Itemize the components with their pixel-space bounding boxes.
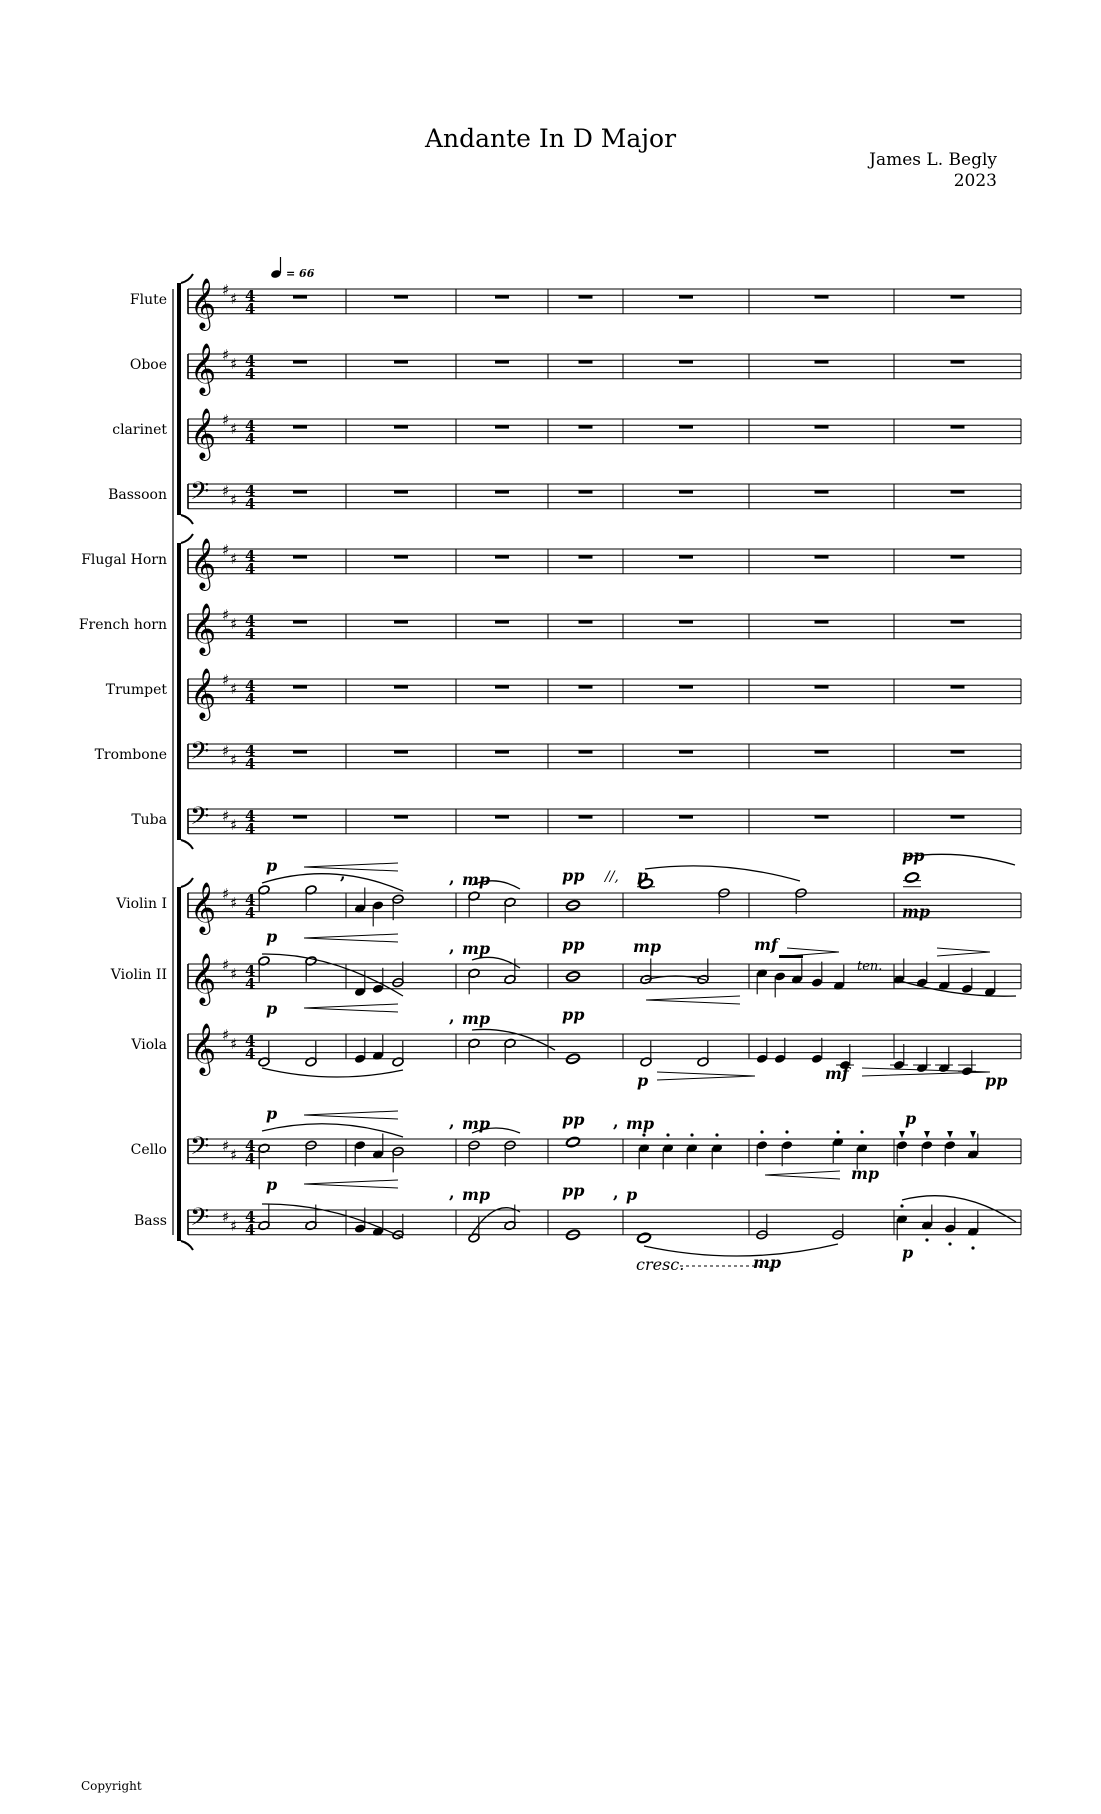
sharp-icon: ♯ <box>222 885 230 903</box>
sharp-icon: ♯ <box>230 894 238 912</box>
whole-rest <box>579 295 593 298</box>
whole-rest <box>394 490 408 493</box>
breath-mark: , <box>613 1183 619 1202</box>
staccato-dot <box>836 1130 839 1133</box>
dynamic-marking: mp <box>462 939 491 958</box>
staccato-dot <box>760 1130 763 1133</box>
staff-flugal-horn <box>81 538 1021 591</box>
whole-rest <box>394 685 408 688</box>
whole-rest <box>293 685 307 688</box>
whole-rest <box>394 295 408 298</box>
slur <box>472 957 520 968</box>
whole-rest <box>293 295 307 298</box>
bracket-bar <box>177 283 181 515</box>
sharp-icon: ♯ <box>230 420 238 438</box>
time-signature-bottom: 4 <box>245 495 256 513</box>
time-signature-top: 4 <box>245 807 256 825</box>
whole-rest <box>495 555 509 558</box>
slur <box>645 866 800 881</box>
instrument-name: clarinet <box>112 422 167 438</box>
breath-mark: , <box>340 864 346 883</box>
time-signature-top: 4 <box>245 547 256 565</box>
staccato-dot <box>642 1133 645 1136</box>
whole-rest <box>679 360 693 363</box>
notehead-whole <box>566 1136 581 1148</box>
time-signature-top: 4 <box>245 1032 256 1050</box>
staccatissimo-mark <box>970 1131 976 1138</box>
bass-clef-icon: 𝄢 <box>190 737 210 772</box>
breath-mark: , <box>449 1112 455 1131</box>
whole-rest <box>579 490 593 493</box>
dynamic-marking: mp <box>626 1114 655 1133</box>
dynamic-marking: mp <box>462 1185 491 1204</box>
whole-rest <box>394 815 408 818</box>
breath-mark: , <box>449 1183 455 1202</box>
whole-rest <box>951 815 965 818</box>
dynamic-marking: pp <box>562 866 585 885</box>
sharp-icon: ♯ <box>230 965 238 983</box>
whole-rest <box>951 295 965 298</box>
instrument-name: French horn <box>78 617 167 633</box>
whole-rest <box>815 555 829 558</box>
instrument-name: Bassoon <box>108 487 167 503</box>
dynamic-marking: mp <box>462 870 491 889</box>
whole-rest <box>293 815 307 818</box>
whole-rest <box>951 425 965 428</box>
time-signature-top: 4 <box>245 287 256 305</box>
whole-rest <box>293 490 307 493</box>
expression-marking: ten. <box>857 959 883 974</box>
instrument-name: Flugal Horn <box>81 552 167 568</box>
sharp-icon: ♯ <box>222 541 230 559</box>
dynamic-marking: mf <box>754 935 778 954</box>
bracket-bar <box>177 543 181 840</box>
time-signature-bottom: 4 <box>245 365 256 383</box>
whole-rest <box>579 750 593 753</box>
whole-rest <box>495 815 509 818</box>
dynamic-marking: pp <box>902 846 925 865</box>
whole-rest <box>679 425 693 428</box>
slur <box>902 1196 1016 1222</box>
whole-rest <box>951 750 965 753</box>
dynamic-marking: pp <box>985 1071 1008 1090</box>
bass-clef-icon: 𝄢 <box>190 477 210 512</box>
whole-rest <box>679 490 693 493</box>
decrescendo-hairpin <box>787 948 839 956</box>
bass-clef-icon: 𝄢 <box>190 802 210 837</box>
dynamic-marking: mp <box>902 902 931 921</box>
bass-clef-icon: 𝄢 <box>190 1203 210 1238</box>
crescendo-hairpin <box>304 1180 398 1188</box>
whole-rest <box>579 425 593 428</box>
time-signature-top: 4 <box>245 417 256 435</box>
copyright-notice: Copyright <box>81 1779 142 1793</box>
whole-rest <box>394 750 408 753</box>
sharp-icon: ♯ <box>222 807 230 825</box>
staff-violin-ii <box>110 953 1021 1006</box>
dynamic-marking: p <box>266 856 278 875</box>
time-signature-bottom: 4 <box>245 755 256 773</box>
sharp-icon: ♯ <box>222 742 230 760</box>
expression-marking: //, <box>605 869 619 885</box>
tempo-marking <box>270 257 315 280</box>
treble-clef-icon: 𝄞 <box>190 538 217 589</box>
slur <box>262 1068 403 1077</box>
sharp-icon: ♯ <box>230 1035 238 1053</box>
slur <box>262 1124 403 1137</box>
dynamic-marking: p <box>637 866 649 885</box>
whole-rest <box>293 620 307 623</box>
instrument-name: Violin I <box>116 896 167 912</box>
note <box>637 1232 652 1244</box>
treble-clef-icon: 𝄞 <box>190 278 217 329</box>
treble-clef-icon: 𝄞 <box>190 882 217 933</box>
decrescendo-hairpin <box>937 948 990 956</box>
time-signature-bottom: 4 <box>245 820 256 838</box>
whole-rest <box>579 815 593 818</box>
whole-rest <box>815 295 829 298</box>
whole-rest <box>815 360 829 363</box>
sharp-icon: ♯ <box>230 615 238 633</box>
sharp-icon: ♯ <box>230 1146 238 1164</box>
whole-rest <box>679 620 693 623</box>
sharp-icon: ♯ <box>222 1208 230 1226</box>
dynamic-marking: mp <box>462 1009 491 1028</box>
whole-rest <box>815 490 829 493</box>
time-signature-top: 4 <box>245 962 256 980</box>
dynamic-marking: p <box>637 1071 649 1090</box>
time-signature-bottom: 4 <box>245 625 256 643</box>
staccatissimo-mark <box>899 1131 905 1138</box>
sharp-icon: ♯ <box>230 680 238 698</box>
whole-rest <box>394 620 408 623</box>
staccato-dot <box>666 1133 669 1136</box>
time-signature-top: 4 <box>245 1137 256 1155</box>
whole-rest <box>951 555 965 558</box>
time-signature-top: 4 <box>245 742 256 760</box>
whole-rest <box>495 490 509 493</box>
staff-trumpet <box>106 668 1021 721</box>
sharp-icon: ♯ <box>222 956 230 974</box>
staff-french-horn <box>79 603 1021 656</box>
whole-rest <box>579 360 593 363</box>
staccatissimo-mark <box>924 1131 930 1138</box>
whole-rest <box>495 295 509 298</box>
whole-rest <box>394 360 408 363</box>
instrument-name: Oboe <box>129 357 167 373</box>
whole-rest <box>815 425 829 428</box>
time-signature-top: 4 <box>245 612 256 630</box>
dynamic-marking: p <box>626 1185 638 1204</box>
whole-rest <box>293 555 307 558</box>
composer-name: James L. Begly <box>869 150 997 170</box>
whole-rest <box>679 685 693 688</box>
staccato-dot <box>925 1238 928 1241</box>
dynamic-marking: p <box>905 1109 917 1128</box>
expression-marking: cresc. <box>636 1255 685 1274</box>
staccato-dot <box>971 1246 974 1249</box>
staccato-dot <box>900 1204 903 1207</box>
sharp-icon: ♯ <box>230 751 238 769</box>
staccatissimo-mark <box>947 1131 953 1138</box>
whole-rest <box>495 620 509 623</box>
dynamic-marking: mf <box>825 1064 849 1083</box>
composition-year: 2023 <box>953 171 997 191</box>
notehead-whole <box>905 872 920 884</box>
sharp-icon: ♯ <box>230 355 238 373</box>
time-signature-top: 4 <box>245 1208 256 1226</box>
dynamic-marking: p <box>266 927 278 946</box>
time-signature-bottom: 4 <box>245 1045 256 1063</box>
sharp-icon: ♯ <box>222 346 230 364</box>
whole-rest <box>679 295 693 298</box>
dynamic-marking: pp <box>562 935 585 954</box>
staff-tuba <box>131 802 1021 838</box>
sharp-icon: ♯ <box>230 290 238 308</box>
treble-clef-icon: 𝄞 <box>190 668 217 719</box>
treble-clef-icon: 𝄞 <box>190 1023 217 1074</box>
breath-mark: , <box>449 937 455 956</box>
instrument-name: Violin II <box>110 967 167 983</box>
whole-rest <box>679 750 693 753</box>
breath-mark: , <box>613 1112 619 1131</box>
note <box>566 1136 581 1148</box>
bracket-bar <box>177 887 181 1241</box>
whole-rest <box>815 620 829 623</box>
instrument-name: Trombone <box>94 747 167 763</box>
crescendo-hairpin <box>304 863 398 871</box>
dynamic-marking: mp <box>851 1164 880 1183</box>
crescendo-hairpin <box>304 1004 398 1012</box>
decrescendo-hairpin <box>657 1072 755 1080</box>
whole-rest <box>394 555 408 558</box>
crescendo-hairpin <box>304 934 398 942</box>
time-signature-bottom: 4 <box>245 300 256 318</box>
dynamic-marking: p <box>902 1243 914 1262</box>
staccato-dot <box>860 1130 863 1133</box>
dynamic-marking: mp <box>462 1114 491 1133</box>
staff-trombone <box>95 737 1021 773</box>
time-signature-top: 4 <box>245 482 256 500</box>
breath-mark: , <box>449 868 455 887</box>
sharp-icon: ♯ <box>222 411 230 429</box>
dynamic-marking: mp <box>753 1253 782 1272</box>
instrument-name: Trumpet <box>105 682 167 698</box>
breath-mark: , <box>449 1007 455 1026</box>
instrument-name: Bass <box>133 1213 167 1229</box>
staff-clarinet <box>112 408 1021 461</box>
staccato-dot <box>715 1133 718 1136</box>
staccato-dot <box>948 1242 951 1245</box>
time-signature-bottom: 4 <box>245 1150 256 1168</box>
instrument-name: Flute <box>129 292 167 308</box>
notehead-whole <box>637 1232 652 1244</box>
beam <box>779 955 803 958</box>
treble-clef-icon: 𝄞 <box>190 953 217 1004</box>
bracket-hook <box>181 515 193 524</box>
piece-title: Andante In D Major <box>424 124 677 153</box>
bass-clef-icon: 𝄢 <box>190 1132 210 1167</box>
whole-rest <box>394 425 408 428</box>
bracket-hook <box>181 840 193 849</box>
instrument-name: Viola <box>131 1037 167 1053</box>
staff-bassoon <box>108 477 1021 513</box>
slur <box>262 874 403 891</box>
staff-bass <box>134 1203 1021 1239</box>
time-signature-top: 4 <box>245 677 256 695</box>
whole-rest <box>293 425 307 428</box>
whole-rest <box>951 360 965 363</box>
whole-rest <box>679 555 693 558</box>
whole-rest <box>951 620 965 623</box>
tempo-bpm: = 66 <box>286 267 315 280</box>
whole-rest <box>579 685 593 688</box>
crescendo-hairpin <box>646 996 740 1004</box>
sharp-icon: ♯ <box>222 1137 230 1155</box>
sharp-icon: ♯ <box>230 816 238 834</box>
whole-rest <box>495 750 509 753</box>
staff-oboe <box>130 343 1021 396</box>
time-signature-bottom: 4 <box>245 1221 256 1239</box>
time-signature-bottom: 4 <box>245 560 256 578</box>
sharp-icon: ♯ <box>222 482 230 500</box>
whole-rest <box>495 425 509 428</box>
whole-rest <box>293 750 307 753</box>
time-signature-bottom: 4 <box>245 430 256 448</box>
sharp-icon: ♯ <box>222 606 230 624</box>
time-signature-bottom: 4 <box>245 975 256 993</box>
whole-rest <box>579 555 593 558</box>
whole-rest <box>495 360 509 363</box>
whole-rest <box>293 360 307 363</box>
crescendo-hairpin <box>304 1111 398 1119</box>
dynamic-marking: pp <box>562 1110 585 1129</box>
staccato-dot <box>785 1130 788 1133</box>
dynamic-marking: pp <box>562 1005 585 1024</box>
whole-rest <box>951 490 965 493</box>
sharp-icon: ♯ <box>222 671 230 689</box>
whole-rest <box>579 620 593 623</box>
time-signature-bottom: 4 <box>245 690 256 708</box>
whole-rest <box>815 815 829 818</box>
whole-rest <box>815 685 829 688</box>
dynamic-marking: pp <box>562 1181 585 1200</box>
note <box>905 872 920 884</box>
time-signature-top: 4 <box>245 352 256 370</box>
whole-rest <box>495 685 509 688</box>
treble-clef-icon: 𝄞 <box>190 408 217 459</box>
instrument-name: Cello <box>130 1142 167 1158</box>
time-signature-top: 4 <box>245 891 256 909</box>
instrument-name: Tuba <box>131 812 167 828</box>
treble-clef-icon: 𝄞 <box>190 343 217 394</box>
time-signature-bottom: 4 <box>245 904 256 922</box>
whole-rest <box>815 750 829 753</box>
sharp-icon: ♯ <box>222 281 230 299</box>
staff-flute <box>130 278 1021 331</box>
dynamic-marking: p <box>266 999 278 1018</box>
sharp-icon: ♯ <box>230 1217 238 1235</box>
staccato-dot <box>690 1133 693 1136</box>
whole-rest <box>951 685 965 688</box>
sharp-icon: ♯ <box>230 550 238 568</box>
sharp-icon: ♯ <box>230 491 238 509</box>
dynamic-marking: p <box>266 1104 278 1123</box>
sharp-icon: ♯ <box>222 1026 230 1044</box>
crescendo-hairpin <box>765 1171 840 1179</box>
dynamic-marking: mp <box>633 937 662 956</box>
bracket-hook <box>181 1241 193 1250</box>
whole-rest <box>679 815 693 818</box>
dynamic-marking: p <box>266 1175 278 1194</box>
treble-clef-icon: 𝄞 <box>190 603 217 654</box>
